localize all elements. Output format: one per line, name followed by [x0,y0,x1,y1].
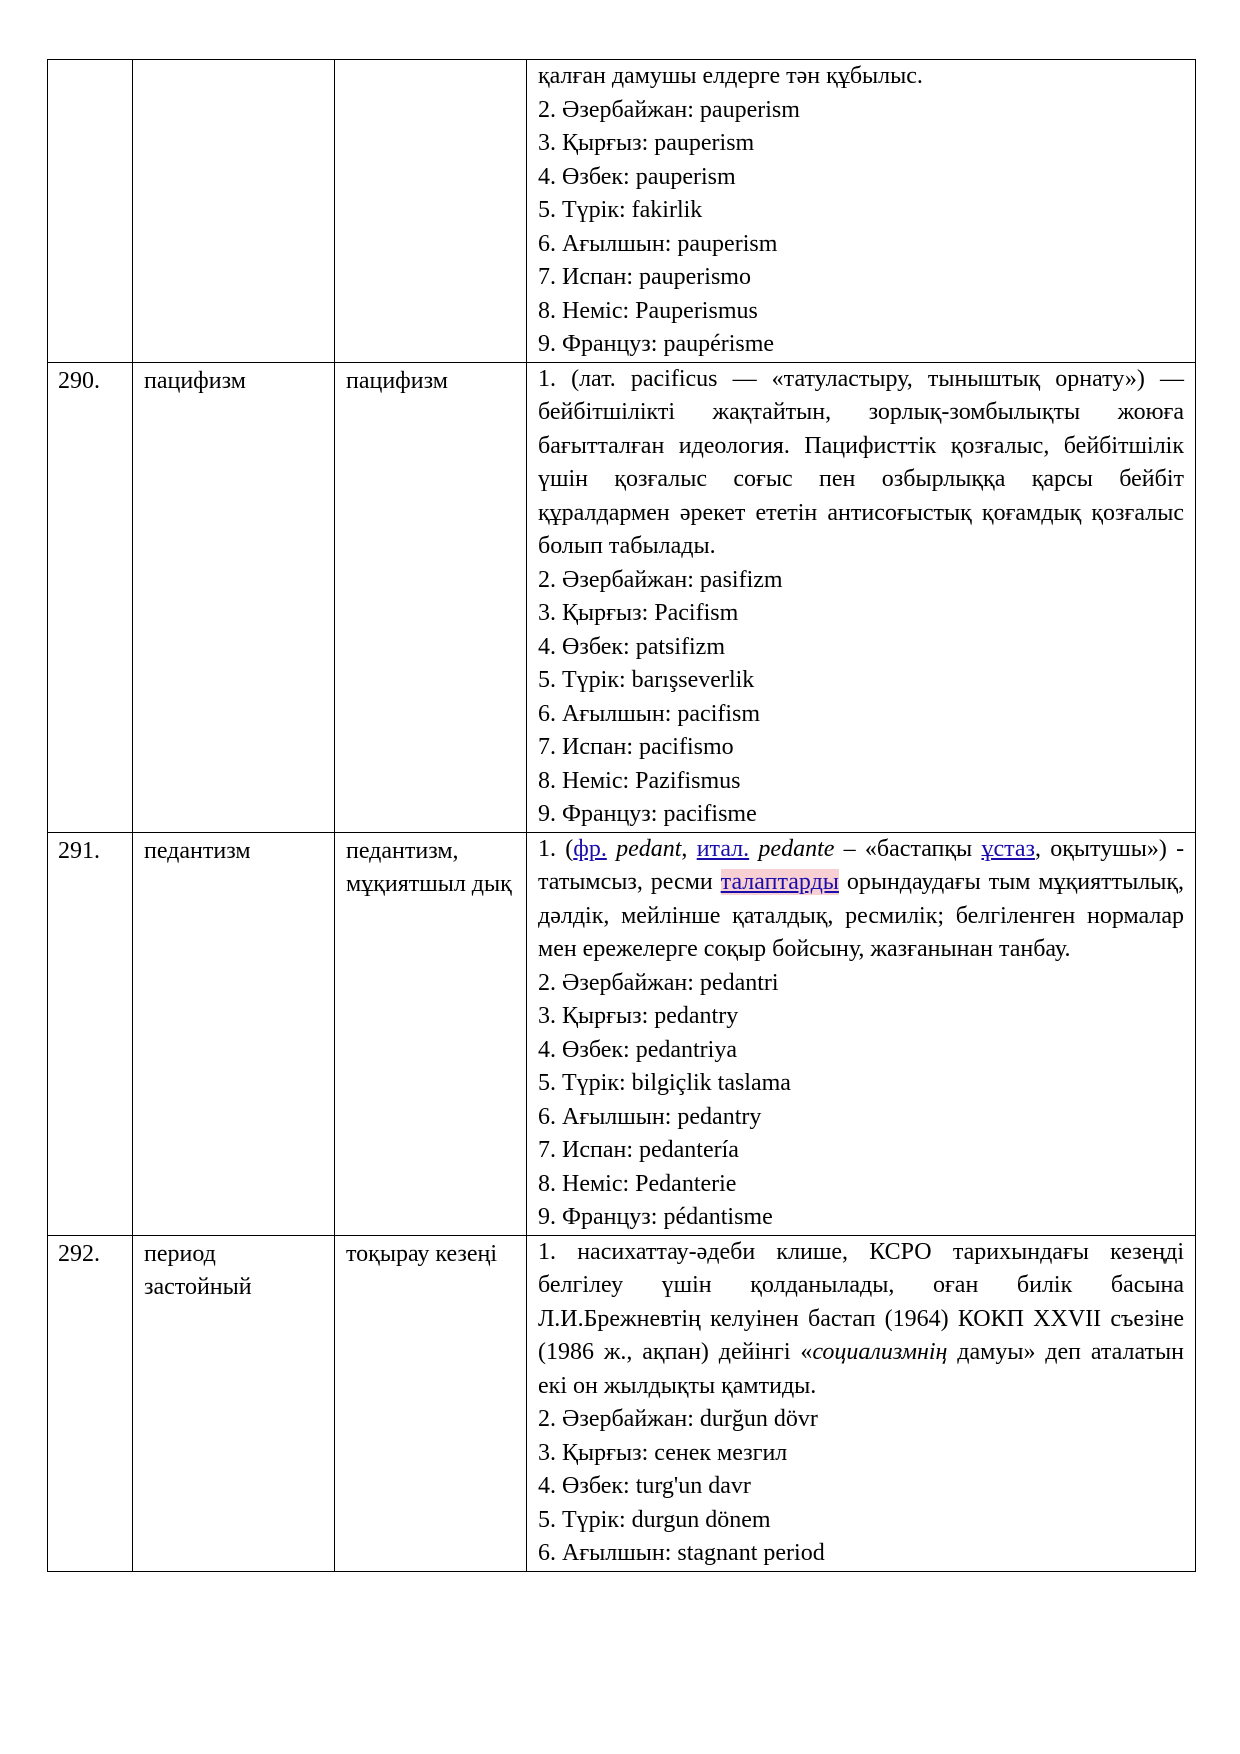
table-row [48,60,1196,363]
translation-kyrgyz: 3. Қырғыз: сенек мезгил [538,1439,788,1466]
entry-number: 292. [48,1235,133,1571]
definition-text [538,833,1184,967]
entry-number [48,60,133,363]
document-page [47,59,1195,1572]
italian-word: pedante [758,835,835,862]
translation-uzbek: 4. Өзбек: pauperism [538,163,736,190]
french-abbr-link[interactable]: фр. [573,835,607,862]
dash: – [834,835,865,862]
definition-number: 1. [538,835,566,862]
translation-spanish: 7. Испан: pauperismo [538,264,751,290]
entry-number: 290. [48,362,133,832]
russian-term: пацифизм [133,362,335,832]
translation-turkish: 5. Түрік: fakirlik [538,197,703,223]
table-row [48,362,1196,832]
translation-azerbaijani: 2. Әзербайжан: durğun dövr [538,1406,818,1432]
definition-line: қалған дамушы елдерге тән құбылыс. [538,63,923,89]
table-row [48,832,1196,1235]
definition-emphasis: социализмнің [812,1339,948,1365]
translation-spanish: 7. Испан: pedantería [538,1137,739,1163]
translation-uzbek: 4. Өзбек: pedantriya [538,1036,737,1063]
definition-cell [527,60,1196,363]
table-row [48,1235,1196,1571]
translation-uzbek: 4. Өзбек: turg'un davr [538,1473,751,1499]
kazakh-term: тоқырау кезеңі [335,1235,527,1571]
russian-term [133,60,335,363]
translation-english: 6. Ағылшын: pedantry [538,1103,762,1130]
definition-cell [527,832,1196,1235]
definition-cell [527,362,1196,832]
russian-term: период застойный [133,1235,335,1571]
translation-kyrgyz: 3. Қырғыз: Pacifism [538,600,739,626]
kazakh-term: педантизм, мұқиятшыл дық [335,832,527,1235]
definition-quote-start: «бастапқы [864,835,982,862]
translation-kyrgyz: 3. Қырғыз: pedantry [538,1003,739,1029]
translation-azerbaijani: 2. Әзербайжан: pauperism [538,96,800,123]
translation-spanish: 7. Испан: pacifismo [538,734,734,760]
translation-uzbek: 4. Өзбек: patsifizm [538,633,725,660]
translation-french: 9. Француз: pacifisme [538,801,757,827]
translation-french: 9. Француз: paupérisme [538,331,775,357]
comma: , [681,835,697,862]
translation-english: 6. Ағылшын: stagnant period [538,1540,825,1566]
definition-rest: орындаудағы тым мұқияттылық, дәлдік, мейлінше қаталдық, ресмилік; белгіленген нормалар мен ережелерге соқыр бойсыну, жазғанынан танбау. [538,869,1185,962]
french-word: pedant [616,835,682,862]
translation-english: 6. Ағылшын: pauperism [538,230,778,257]
paren-open: ( [565,835,574,862]
definition-main: 1. насихаттау-әдеби клише, КСРО тарихындағы кезеңді белгілеу үшін қолданылады, оған билік басына Л.И.Брежневтің келуінен бастап (1964) КОКП XXVII съезіне (1986 ж., ақпан) дейінгі « [538,1238,1184,1365]
ustaz-link[interactable]: ұстаз [981,835,1036,862]
entry-number: 291. [48,832,133,1235]
translation-azerbaijani: 2. Әзербайжан: pedantri [538,969,779,996]
definition-quote-end: , оқытушы») - татымсыз, ресми [538,835,1185,895]
translation-german: 8. Неміс: Pazifismus [538,767,741,794]
translation-german: 8. Неміс: Pedanterie [538,1170,737,1197]
talaptardy-link[interactable]: талаптарды [720,869,839,895]
italian-abbr-link[interactable]: итал. [696,835,750,862]
glossary-table [47,59,1196,1572]
kazakh-term [335,60,527,363]
definition-end: дамуы» деп аталатын екі он жылдықты қамтиды. [538,1339,1184,1399]
translation-turkish: 5. Түрік: durgun dönem [538,1506,771,1533]
translation-azerbaijani: 2. Әзербайжан: pasifizm [538,566,783,593]
translation-turkish: 5. Түрік: barışseverlik [538,667,755,693]
russian-term: педантизм [133,832,335,1235]
translation-turkish: 5. Түрік: bilgiçlik taslama [538,1070,791,1096]
definition-text: 1. (лат. pacificus — «татуластыру, тыныштық орнату») — бейбітшілікті жақтайтын, зорлық-зомбылықты жоюға бағытталған идеология. Пацифисттік қозғалыс, бейбітшілік үшін қозғалыс соғыс пен озбырлыққа қарсы бейбіт құралдармен әрекет ететін антисоғыстық қоғамдық қозғалыс болып табылады. [538,365,1184,559]
translation-kyrgyz: 3. Қырғыз: pauperism [538,130,755,156]
translation-german: 8. Неміс: Pauperismus [538,297,758,324]
definition-text [538,1236,1184,1404]
translation-french: 9. Француз: pédantisme [538,1204,773,1230]
kazakh-term: пацифизм [335,362,527,832]
definition-cell [527,1235,1196,1571]
translation-english: 6. Ағылшын: pacifism [538,700,761,727]
